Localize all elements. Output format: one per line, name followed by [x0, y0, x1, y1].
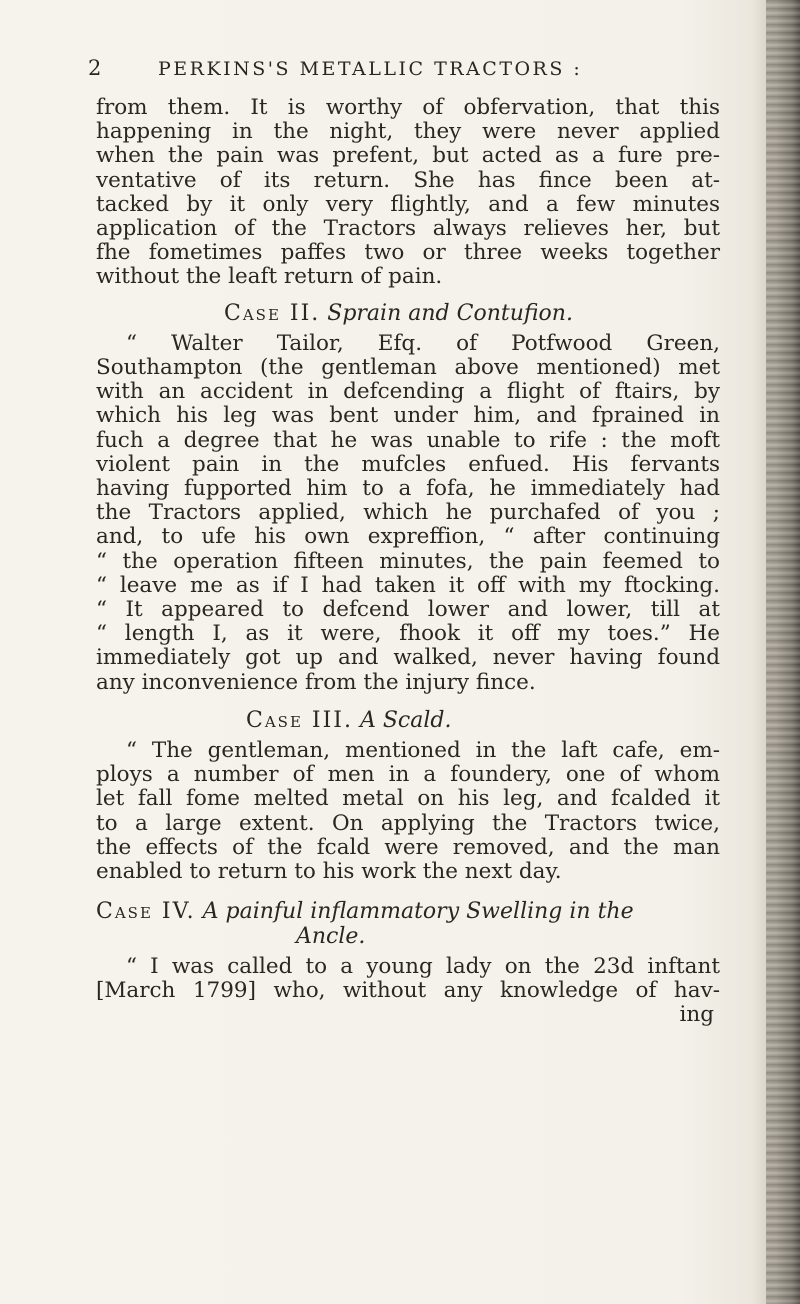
text-line: fuch a degree that he was unable to rife : the moft: [96, 427, 720, 453]
text-line: to a large extent. On applying the Tractors twice,: [96, 810, 720, 836]
text-line: from them. It is worthy of obfervation, that this: [96, 95, 720, 120]
text-line: Southampton (the gentleman above mentioned) met: [96, 355, 720, 381]
case-3-title: A Scald.: [359, 707, 452, 733]
text-line: having fupported him to a fofa, he immediately had: [96, 476, 720, 502]
text-line: application of the Tractors always relieves her, but: [96, 216, 720, 242]
case-4-title-line-2: Ancle.: [296, 923, 366, 949]
text-line: let fall fome melted metal on his leg, and fcalded it: [96, 786, 720, 812]
case-4-heading: [96, 900, 720, 948]
text-line: with an accident in defcending a flight of ftairs, by: [96, 379, 720, 405]
case-2-paragraph: [96, 332, 720, 695]
page-gutter-edge: [766, 0, 800, 1304]
case-3-paragraph: [96, 739, 720, 884]
text-line: and, to ufe his own expreffion, “ after continuing: [96, 524, 720, 550]
catchword: ing: [679, 1002, 714, 1028]
text-line: “ length I, as it were, fhook it off my toes.” He: [96, 621, 720, 647]
text-line: which his leg was bent under him, and fprained in: [96, 403, 720, 429]
text-line: “ the operation fifteen minutes, the pain feemed to: [96, 548, 720, 574]
text-line: immediately got up and walked, never having found: [96, 645, 720, 671]
text-line: without the leaft return of pain.: [96, 264, 443, 290]
text-line: the Tractors applied, which he purchafed of you ;: [96, 500, 720, 526]
text-line: ploys a number of men in a foundery, one of whom: [96, 762, 720, 788]
text-line: “ Walter Tailor, Efq. of Potfwood Green,: [126, 330, 720, 356]
text-line: any inconvenience from the injury fince.: [96, 669, 536, 695]
intro-paragraph: [96, 96, 720, 290]
text-line: enabled to return to his work the next day.: [96, 859, 562, 885]
text-line: “ leave me as if I had taken it off with my ftocking.: [96, 572, 720, 598]
case-2-label: Case II.: [224, 300, 321, 326]
text-line: violent pain in the mufcles enfued. His fervants: [96, 451, 720, 477]
text-line: happening in the night, they were never applied: [96, 119, 720, 145]
text-line: tacked by it only very flightly, and a few minutes: [96, 191, 720, 217]
page-header: [88, 56, 648, 86]
text-line: when the pain was prefent, but acted as a fure pre-: [96, 143, 720, 169]
case-4-label: Case IV.: [96, 899, 196, 925]
running-head: PERKINS'S METALLIC TRACTORS :: [158, 58, 583, 80]
text-line: “ The gentleman, mentioned in the laft cafe, em-: [126, 738, 720, 764]
case-3-label: Case III.: [246, 707, 353, 733]
text-line: “ I was called to a young lady on the 23d inftant: [126, 953, 720, 979]
case-2-heading: [96, 302, 720, 326]
case-2-title: Sprain and Contufion.: [327, 300, 573, 326]
text-line: the effects of the fcald were removed, and the man: [96, 834, 720, 860]
text-line: fhe fometimes paffes two or three weeks together: [96, 240, 720, 266]
case-4-title-line-1: A painful inflammatory Swelling in the: [202, 899, 634, 925]
text-line: ventative of its return. She has fince been at-: [96, 167, 720, 193]
page-body: [96, 96, 720, 1027]
text-line: [March 1799] who, without any knowledge of hav-: [96, 977, 720, 1003]
case-3-heading: [96, 709, 720, 733]
case-4-paragraph: [96, 955, 720, 1028]
text-line: “ It appeared to defcend lower and lower, till at: [96, 597, 720, 623]
page-number: 2: [88, 56, 103, 80]
